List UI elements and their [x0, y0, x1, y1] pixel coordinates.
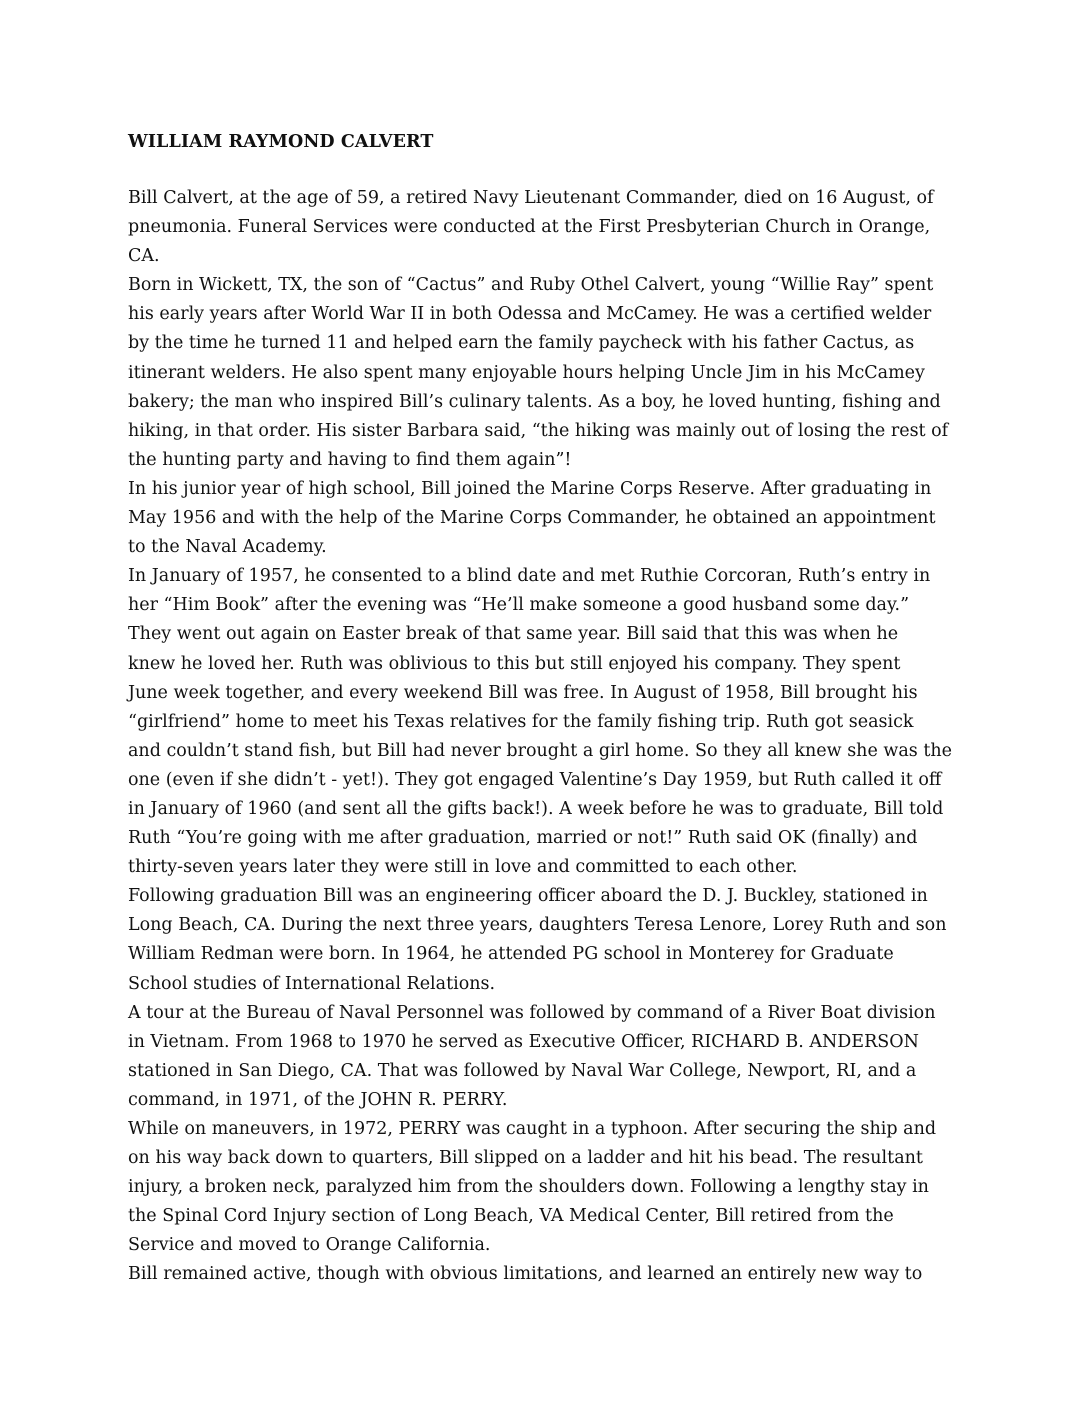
body-line: A tour at the Bureau of Naval Personnel was followed by command of a River Boat division [128, 1002, 936, 1023]
document-title: WILLIAM RAYMOND CALVERT [128, 132, 434, 152]
body-line: thirty-seven years later they were still in love and committed to each other. [128, 857, 798, 878]
body-line: Following graduation Bill was an engineering officer aboard the D. J. Buckley, stationed in [128, 886, 928, 907]
body-line: his early years after World War II in both Odessa and McCamey. He was a certified welder [128, 304, 932, 325]
body-line: one (even if she didn’t - yet!). They got engaged Valentine’s Day 1959, but Ruth called it off [128, 769, 942, 790]
body-line: knew he loved her. Ruth was oblivious to this but still enjoyed his company. They spent [128, 653, 901, 674]
body-line: In January of 1957, he consented to a blind date and met Ruthie Corcoran, Ruth’s entry in [128, 566, 931, 587]
body-line: “girlfriend” home to meet his Texas relatives for the family fishing trip. Ruth got seasick [128, 711, 914, 732]
body-line: They went out again on Easter break of that same year. Bill said that this was when he [128, 624, 899, 645]
body-line: injury, a broken neck, paralyzed him from the shoulders down. Following a lengthy stay in [128, 1177, 929, 1198]
body-line: Long Beach, CA. During the next three years, daughters Teresa Lenore, Lorey Ruth and son [128, 915, 947, 936]
body-line: command, in 1971, of the JOHN R. PERRY. [128, 1089, 508, 1110]
body-line: and couldn’t stand fish, but Bill had never brought a girl home. So they all knew she was the [128, 740, 952, 761]
body-line: Born in Wickett, TX, the son of “Cactus” and Ruby Othel Calvert, young “Willie Ray” spent [128, 275, 934, 296]
body-line: hiking, in that order. His sister Barbara said, “the hiking was mainly out of losing the rest of [128, 420, 949, 441]
body-line: on his way back down to quarters, Bill slipped on a ladder and hit his bead. The resultant [128, 1148, 923, 1169]
body-line: Bill Calvert, at the age of 59, a retired Navy Lieutenant Commander, died on 16 August, of [128, 188, 934, 208]
body-line: Ruth “You’re going with me after graduation, married or not!” Ruth said OK (finally) and [128, 828, 918, 849]
body-line: June week together, and every weekend Bill was free. In August of 1958, Bill brought his [128, 682, 918, 703]
body-line: Bill remained active, though with obvious limitations, and learned an entirely new way to [128, 1264, 923, 1285]
body-line: the hunting party and having to find them again”! [128, 449, 572, 470]
body-line: bakery; the man who inspired Bill’s culinary talents. As a boy, he loved hunting, fishing and [128, 391, 941, 412]
body-line: Service and moved to Orange California. [128, 1235, 491, 1256]
body-line: While on maneuvers, in 1972, PERRY was caught in a typhoon. After securing the ship and [128, 1119, 937, 1139]
obituary-body [128, 184, 988, 1290]
body-line: May 1956 and with the help of the Marine Corps Commander, he obtained an appointment [128, 508, 936, 529]
body-line: pneumonia. Funeral Services were conducted at the First Presbyterian Church in Orange, [128, 217, 931, 238]
body-line: in January of 1960 (and sent all the gifts back!). A week before he was to graduate, Bill told [128, 798, 944, 819]
body-line: in Vietnam. From 1968 to 1970 he served as Executive Officer, RICHARD B. ANDERSON [128, 1031, 919, 1052]
body-line: In his junior year of high school, Bill joined the Marine Corps Reserve. After graduating in [128, 478, 932, 499]
body-line: the Spinal Cord Injury section of Long Beach, VA Medical Center, Bill retired from the [128, 1206, 894, 1227]
body-line: School studies of International Relations. [128, 973, 496, 994]
body-line: itinerant welders. He also spent many enjoyable hours helping Uncle Jim in his McCamey [128, 362, 925, 383]
body-line: by the time he turned 11 and helped earn the family paycheck with his father Cactus, as [128, 333, 915, 354]
body-line: to the Naval Academy. [128, 537, 327, 558]
body-line: stationed in San Diego, CA. That was followed by Naval War College, Newport, RI, and a [128, 1060, 917, 1081]
body-line: her “Him Book” after the evening was “He’ll make someone a good husband some day.” [128, 595, 910, 616]
body-line: CA. [128, 246, 160, 267]
body-line: William Redman were born. In 1964, he attended PG school in Monterey for Graduate [128, 944, 894, 965]
